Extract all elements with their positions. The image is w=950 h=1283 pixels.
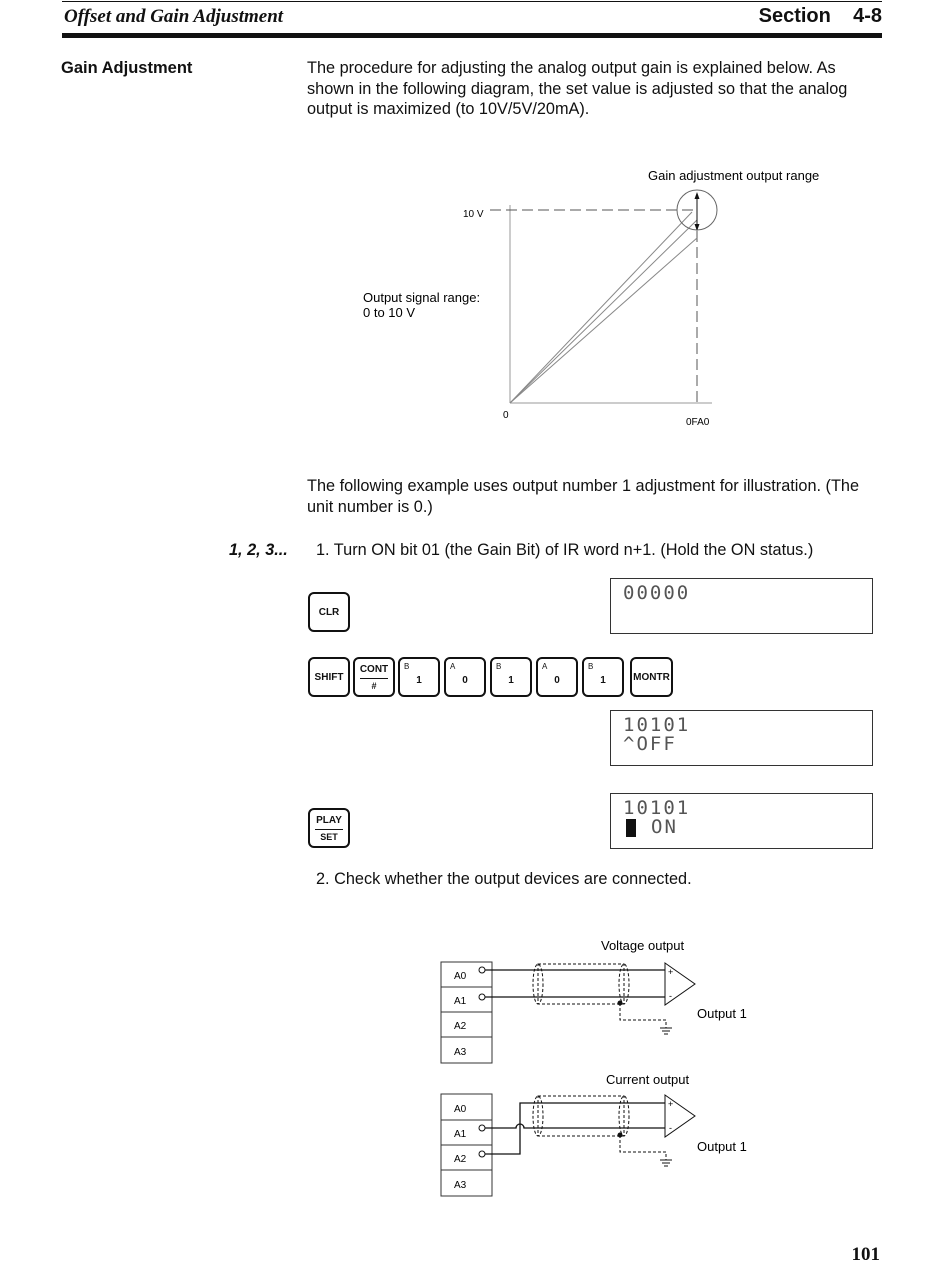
montr-key-label: MONTR [633,671,670,683]
set-key-label: SET [320,832,338,842]
terminal-a0: A0 [454,1104,467,1115]
a0-key-label: 0 [462,675,468,686]
display-3-line-2: ON [651,816,678,838]
y-tick-label: 10 V [463,209,484,220]
wiring-diagram [430,930,770,1200]
display-2 [610,710,873,766]
gain-range-label: Gain adjustment output range [648,168,820,183]
amp-minus: - [669,1123,672,1133]
play-key-label: PLAY [316,815,342,826]
step-1-text: 1. Turn ON bit 01 (the Gain Bit) of IR word n+1. (Hold the ON status.) [316,541,814,559]
cursor-block [626,819,636,837]
gain-line-low [510,238,697,403]
ground-wire [620,1135,666,1160]
b1-key-2-sublabel: B [496,662,502,671]
voltage-output-title: Voltage output [601,938,685,953]
a0-key[interactable] [444,657,486,697]
clr-key-label: CLR [318,606,340,618]
steps-label: 1, 2, 3... [229,541,288,559]
display-1 [610,578,873,634]
origin-label: 0 [503,410,509,421]
play-set-key-divider [315,829,343,830]
a0-key-2-sublabel: A [542,662,548,671]
signal-range-label-line1: Output signal range: [363,290,481,305]
montr-key[interactable] [630,657,673,697]
x-tick-label: 0FA0 [686,417,710,428]
intro-paragraph: The procedure for adjusting the analog output gain is explained below. As shown in the following diagram, the set value is adjusted so that the analog output is maximized (to 10V/5V/20mA). [307,59,848,118]
page-header-title: Offset and Gain Adjustment [64,6,284,27]
b1-key-3-sublabel: B [588,662,594,671]
shift-key[interactable] [308,657,350,697]
arrow-head-up [695,192,700,199]
cable-shield [538,1096,624,1136]
terminal-screw [479,967,485,973]
cont-key-divider [360,678,388,679]
a0-key-2-label: 0 [554,675,560,686]
signal-range-label-line2: 0 to 10 V [363,305,416,320]
cont-key-sublabel: # [371,681,377,691]
current-output-label: Output 1 [697,1139,747,1154]
current-output-title: Current output [606,1072,690,1087]
play-set-key[interactable] [308,808,350,848]
terminal-a1: A1 [454,996,467,1007]
ground-wire [620,1003,666,1028]
cont-key-label: CONT [359,664,389,675]
display-3 [610,793,873,849]
clr-key[interactable] [308,592,350,632]
display-2-line-1: 10101 [623,714,691,736]
terminal-a3: A3 [454,1047,467,1058]
common-wire [485,1124,665,1128]
page-header-section: Section 4-8 [758,5,882,27]
display-2-line-2: ^OFF [623,733,677,755]
terminal-a0: A0 [454,971,467,982]
shift-key-label: SHIFT [314,671,344,683]
page-number: 101 [851,1244,880,1265]
terminal-a2: A2 [454,1021,467,1032]
b1-key[interactable] [398,657,440,697]
gain-line-mid [510,220,697,403]
b1-key-sublabel: B [404,662,410,671]
b1-key-label: 1 [416,675,422,686]
header-rule [62,33,882,38]
a0-key-2[interactable] [536,657,578,697]
gain-line-high [510,212,692,403]
side-heading: Gain Adjustment [61,59,193,77]
b1-key-2-label: 1 [508,675,514,686]
terminal-screw [479,1125,485,1131]
terminal-a3: A3 [454,1180,467,1191]
example-paragraph: The following example uses output number 1 adjustment for illustration. (The unit number is 0.) [307,477,860,516]
amp-plus: + [668,1099,674,1109]
terminal-screw [479,994,485,1000]
voltage-output-label: Output 1 [697,1006,747,1021]
terminal-screw [479,1151,485,1157]
display-3-line-1: 10101 [623,797,691,819]
cont-key[interactable] [353,657,395,697]
amp-plus: + [668,967,674,977]
amp-minus: - [669,991,672,1001]
b1-key-3-label: 1 [600,675,606,686]
step-2-text: 2. Check whether the output devices are connected. [316,870,692,888]
terminal-a2: A2 [454,1154,467,1165]
terminal-a1: A1 [454,1129,467,1140]
header-rule-top [62,1,882,2]
a0-key-sublabel: A [450,662,456,671]
b1-key-2[interactable] [490,657,532,697]
gain-diagram [350,160,840,440]
display-1-line-1: 00000 [623,582,691,604]
b1-key-3[interactable] [582,657,624,697]
